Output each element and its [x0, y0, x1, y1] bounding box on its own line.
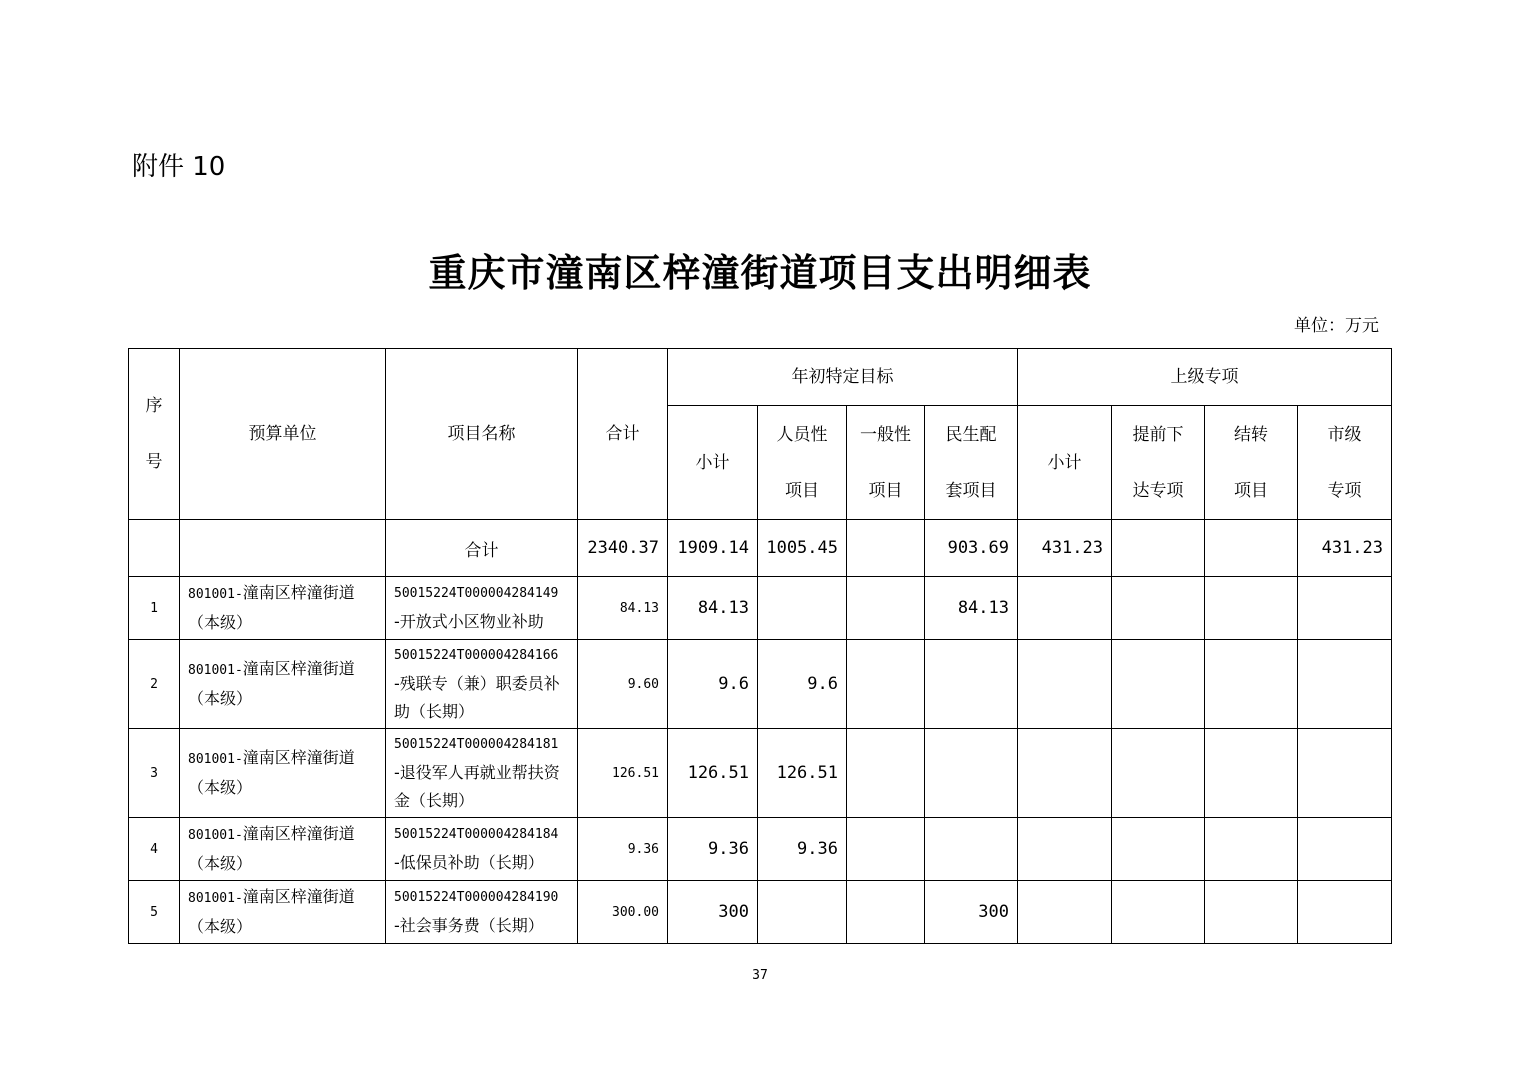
table-row: [129, 881, 1392, 944]
total-seq-cell: [129, 520, 180, 577]
row-project-name: [386, 577, 578, 640]
row-total: 126.51: [578, 729, 668, 818]
row-unit-code: 801001-: [188, 752, 243, 767]
row-city: [1298, 818, 1392, 881]
row-seq: 3: [129, 729, 180, 818]
expenditure-table: [128, 348, 1392, 944]
row-budget-unit: [180, 640, 386, 729]
row-annual-subtotal: 300: [668, 881, 758, 944]
row-personnel: [758, 577, 847, 640]
row-superior-subtotal: [1018, 729, 1112, 818]
header-row-1: [129, 349, 1392, 406]
header-city-line1: 市级: [1327, 424, 1362, 445]
header-budget-unit: 预算单位: [180, 349, 386, 520]
row-unit-line2: （本级）: [188, 917, 253, 936]
row-budget-unit: [180, 881, 386, 944]
row-unit-line2: （本级）: [188, 778, 253, 797]
row-total: 300.00: [578, 881, 668, 944]
header-personnel: [758, 406, 847, 520]
row-city: [1298, 577, 1392, 640]
row-unit-code: 801001-: [188, 663, 243, 678]
header-carryover-line2: 项目: [1234, 480, 1268, 501]
row-unit-line2: （本级）: [188, 689, 253, 708]
row-budget-unit: [180, 577, 386, 640]
header-total: 合计: [578, 349, 668, 520]
row-project-name-line1: -退役军人再就业帮扶资: [394, 763, 560, 782]
row-livelihood: 300: [925, 881, 1018, 944]
row-total: 84.13: [578, 577, 668, 640]
table-row: [129, 640, 1392, 729]
row-unit-name: 潼南区梓潼街道: [242, 748, 355, 767]
row-total: 9.36: [578, 818, 668, 881]
row-general: [847, 881, 925, 944]
row-annual-subtotal: 84.13: [668, 577, 758, 640]
header-livelihood: [925, 406, 1018, 520]
row-unit-code: 801001-: [188, 828, 243, 843]
row-seq: 5: [129, 881, 180, 944]
header-superior-subtotal: 小计: [1018, 406, 1112, 520]
header-personnel-line2: 项目: [785, 480, 819, 501]
page-number: 37: [752, 968, 768, 983]
header-advance-line2: 达专项: [1132, 480, 1184, 501]
header-personnel-line1: 人员性: [776, 424, 828, 445]
table-row: [129, 818, 1392, 881]
row-livelihood: [925, 729, 1018, 818]
row-project-name: [386, 729, 578, 818]
total-city: 431.23: [1298, 520, 1392, 577]
row-project-code: 50015224T000004284149: [394, 586, 559, 601]
row-budget-unit: [180, 818, 386, 881]
row-seq: 2: [129, 640, 180, 729]
total-superior-subtotal: 431.23: [1018, 520, 1112, 577]
total-unit-cell: [180, 520, 386, 577]
row-superior-subtotal: [1018, 881, 1112, 944]
row-project-code: 50015224T000004284184: [394, 827, 559, 842]
total-carryover: [1205, 520, 1298, 577]
row-advance: [1112, 640, 1205, 729]
total-total: 2340.37: [578, 520, 668, 577]
row-personnel: [758, 881, 847, 944]
page-title: 重庆市潼南区梓潼街道项目支出明细表: [428, 250, 1092, 295]
unit-label: 单位：万元: [1294, 316, 1379, 336]
header-seq: [129, 349, 180, 520]
row-annual-subtotal: 9.6: [668, 640, 758, 729]
row-advance: [1112, 729, 1205, 818]
header-livelihood-line1: 民生配: [945, 424, 997, 445]
header-advance: [1112, 406, 1205, 520]
total-label: 合计: [386, 520, 578, 577]
attachment-label: 附件 10: [132, 152, 226, 182]
total-advance: [1112, 520, 1205, 577]
row-unit-line1: [188, 820, 377, 850]
header-general: [847, 406, 925, 520]
total-livelihood: 903.69: [925, 520, 1018, 577]
header-annual-group: 年初特定目标: [668, 349, 1018, 406]
row-city: [1298, 881, 1392, 944]
row-project-code: 50015224T000004284166: [394, 648, 559, 663]
table-row: [129, 577, 1392, 640]
header-general-line2: 项目: [868, 480, 903, 501]
header-city: [1298, 406, 1392, 520]
total-row: [129, 520, 1392, 577]
row-unit-line1: [188, 655, 377, 685]
row-advance: [1112, 818, 1205, 881]
row-budget-unit: [180, 729, 386, 818]
row-superior-subtotal: [1018, 577, 1112, 640]
header-superior-group: 上级专项: [1018, 349, 1392, 406]
row-carryover: [1205, 729, 1298, 818]
row-unit-name: 潼南区梓潼街道: [242, 583, 355, 602]
header-city-line2: 专项: [1327, 480, 1362, 501]
row-unit-line1: [188, 883, 377, 913]
row-unit-name: 潼南区梓潼街道: [242, 659, 355, 678]
row-seq: 1: [129, 577, 180, 640]
total-annual-subtotal: 1909.14: [668, 520, 758, 577]
row-carryover: [1205, 577, 1298, 640]
row-personnel: 9.6: [758, 640, 847, 729]
header-carryover: [1205, 406, 1298, 520]
header-carryover-line1: 结转: [1234, 424, 1268, 445]
row-project-name: [386, 818, 578, 881]
header-advance-line1: 提前下: [1132, 424, 1184, 445]
row-project-name: [386, 640, 578, 729]
row-unit-line1: [188, 579, 377, 609]
row-city: [1298, 640, 1392, 729]
row-seq: 4: [129, 818, 180, 881]
row-unit-line2: （本级）: [188, 854, 253, 873]
row-livelihood: 84.13: [925, 577, 1018, 640]
header-project-name: 项目名称: [386, 349, 578, 520]
total-personnel: 1005.45: [758, 520, 847, 577]
total-general: [847, 520, 925, 577]
header-annual-subtotal: 小计: [668, 406, 758, 520]
row-livelihood: [925, 640, 1018, 729]
row-unit-name: 潼南区梓潼街道: [242, 824, 355, 843]
table-row: [129, 729, 1392, 818]
row-advance: [1112, 577, 1205, 640]
row-superior-subtotal: [1018, 640, 1112, 729]
header-seq-line2: 号: [145, 452, 163, 472]
row-carryover: [1205, 818, 1298, 881]
row-unit-code: 801001-: [188, 891, 243, 906]
row-advance: [1112, 881, 1205, 944]
row-project-name-line2: 金（长期）: [394, 791, 475, 810]
row-carryover: [1205, 640, 1298, 729]
row-unit-line2: （本级）: [188, 613, 253, 632]
row-carryover: [1205, 881, 1298, 944]
row-project-code: 50015224T000004284181: [394, 737, 559, 752]
row-project-name-line1: -残联专（兼）职委员补: [394, 674, 560, 693]
row-city: [1298, 729, 1392, 818]
row-unit-code: 801001-: [188, 587, 243, 602]
row-personnel: 9.36: [758, 818, 847, 881]
header-general-line1: 一般性: [860, 424, 911, 445]
header-seq-line1: 序: [145, 396, 163, 416]
row-unit-line1: [188, 744, 377, 774]
row-project-name: [386, 881, 578, 944]
row-general: [847, 729, 925, 818]
row-project-name-line1: -低保员补助（长期）: [394, 853, 544, 872]
row-annual-subtotal: 126.51: [668, 729, 758, 818]
row-general: [847, 577, 925, 640]
row-project-name-line1: -社会事务费（长期）: [394, 916, 544, 935]
row-project-name-line2: 助（长期）: [394, 702, 475, 721]
row-superior-subtotal: [1018, 818, 1112, 881]
row-livelihood: [925, 818, 1018, 881]
row-total: 9.60: [578, 640, 668, 729]
row-project-code: 50015224T000004284190: [394, 890, 559, 905]
row-general: [847, 640, 925, 729]
row-general: [847, 818, 925, 881]
header-livelihood-line2: 套项目: [945, 480, 997, 501]
row-project-name-line1: -开放式小区物业补助: [394, 612, 544, 631]
row-unit-name: 潼南区梓潼街道: [242, 887, 355, 906]
row-personnel: 126.51: [758, 729, 847, 818]
row-annual-subtotal: 9.36: [668, 818, 758, 881]
